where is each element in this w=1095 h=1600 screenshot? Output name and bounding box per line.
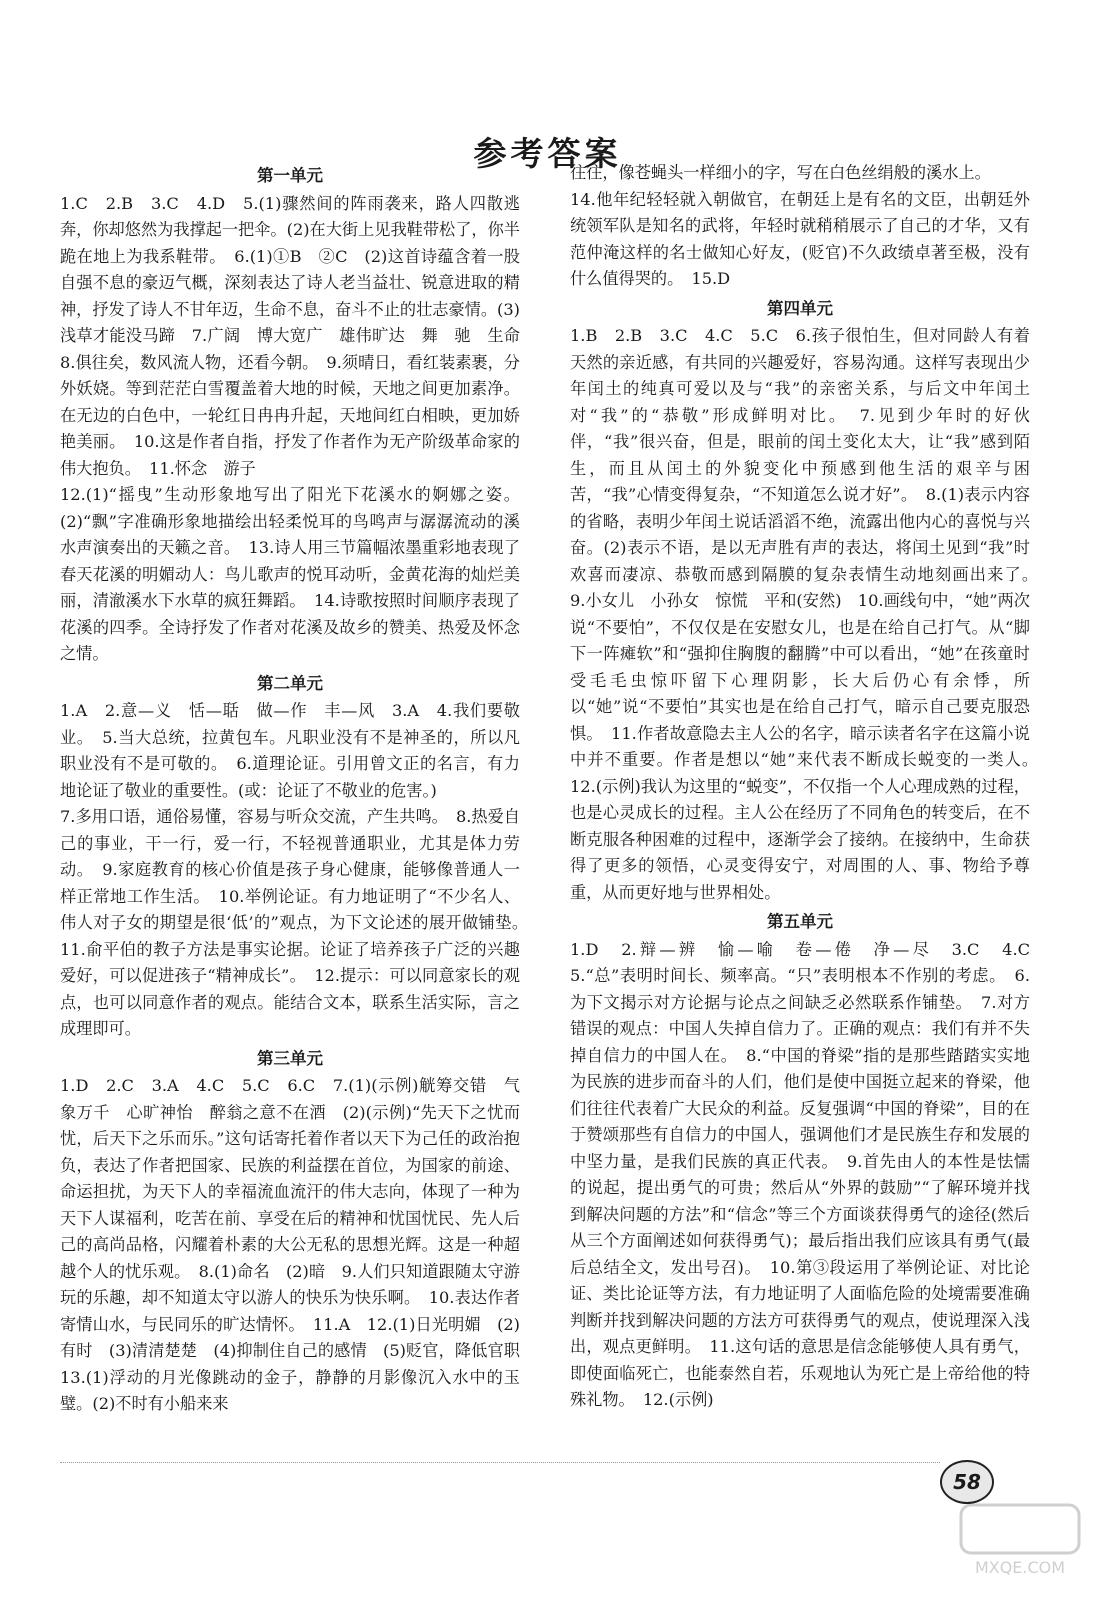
answer-paragraph: 1.A 2.意—义 恬—聒 做—作 丰—风 3.A 4.我们要敬业。 5.当大总统，拉黄包车。凡职业没有不是神圣的，所以凡职业没有不是可敬的。 6.道理论证。引用曾文正的名言，有力地论证了敬业的重要性。(或：论证了不敬业的危害。): [60, 701, 520, 800]
page-number-badge: 58: [940, 1460, 994, 1504]
answer-column-right: [570, 160, 1047, 1414]
answer-column-left: [60, 160, 537, 1418]
page-title: 参考答案: [473, 134, 622, 173]
answer-paragraph: 14.他年纪轻轻就入朝做官，在朝廷上是有名的文臣，出朝廷外统领军队是知名的武将，年轻时就稍稍展示了自己的才华，又有范仲淹这样的名士做知心好友，(贬官)不久政绩卓著至极，没有什么值得哭的。 15.D: [570, 189, 1030, 288]
answer-paragraph: 7.多用口语，通俗易懂，容易与听众交流，产生共鸣。 8.热爱自己的事业，干一行，爱一行，不轻视普通职业，尤其是体力劳动。 9.家庭教育的核心价值是孩子身心健康，能够像普通人一样正常地工作生活。 10.举例论证。有力地证明了“不少名人、伟人对子女的期望是很‘低’的”观点，为下文论述的展开做铺垫。 11.俞平伯的教子方法是事实论据。论证了培养孩子广泛的兴趣爱好，可以促进孩子“精神成长”。 12.提示：可以同意家长的观点，也可以同意作者的观点。能结合文本，联系生活实际，言之成理即可。: [60, 807, 537, 1038]
answer-paragraph: 1.C 2.B 3.C 4.D 5.(1)骤然间的阵雨袭来，路人四散逃奔，你却悠然为我撑起一把伞。(2)在大街上见我鞋带松了，你半跪在地上为我系鞋带。 6.(1)①B ②C (2)这首诗蕴含着一股自强不息的豪迈气概，深刻表达了诗人老当益壮、锐意进取的精神，抒发了诗人不甘年迈，生命不息，奋斗不止的壮志豪情。(3)浅草才能没马蹄 7.广阔 博大宽广 雄伟旷达 舞 驰 生命 8.俱往矣，数风流人物，还看今朝。 9.须晴日，看红装素裹，分外妖娆。等到茫茫白雪覆盖着大地的时候，天地之间更加素净。在无边的白色中，一轮红日冉冉升起，天地间红白相映，更加娇艳美丽。 10.这是作者自指，抒发了作者作为无产阶级革命家的伟大抱负。 11.怀念 游子: [60, 193, 537, 478]
watermark-logo: [955, 1495, 1085, 1585]
unit-heading: 第一单元: [257, 166, 323, 185]
unit-heading: 第四单元: [767, 298, 833, 318]
answer-paragraph: 12.(1)“摇曳”生动形象地写出了阳光下花溪水的婀娜之姿。(2)“飘”字准确形象地描绘出轻柔悦耳的鸟鸣声与潺潺流动的溪水声演奏出的天籁之音。 13.诗人用三节篇幅浓墨重彩地表现了春天花溪的明媚动人：鸟儿歌声的悦耳动听，金黄花海的灿烂美丽，清澈溪水下水草的疯狂舞蹈。 14.诗歌按照时间顺序表现了花溪的四季。全诗抒发了作者对花溪及故乡的赞美、热爱及怀念之情。: [60, 485, 520, 663]
answer-paragraph: 1.B 2.B 3.C 4.C 5.C 6.孩子很怕生，但对同龄人有着天然的亲近感，有共同的兴趣爱好，容易沟通。这样写表现出少年闰土的纯真可爱以及与“我”的亲密关系，与后文中年闰土对“我”的“恭敬”形成鲜明对比。 7.见到少年时的好伙伴，“我”很兴奋，但是，眼前的闰土变化太大，让“我”感到陌生，而且从闰土的外貌变化中预感到他生活的艰辛与困苦，“我”心情变得复杂，“不知道怎么说才好”。 8.(1)表示内容的省略，表明少年闰土说话滔滔不绝，流露出他内心的喜悦与兴奋。(2)表示不语，是以无声胜有声的表达，将闰土见到“我”时欢喜而凄凉、恭敬而感到隔膜的复杂表情生动地刻画出来了。 9.小女儿 小孙女 惊慌 平和(安然) 10.画线句中，“她”两次说“不要怕”，不仅仅是在安慰女儿，也是在给自己打气。从“脚下一阵瘫软”和“强抑住胸腹的翻腾”中可以看出，“她”在孩童时受毛毛虫惊吓留下心理阴影，长大后仍心有余悸，所以“她”说“不要怕”其实也是在给自己打气，暗示自己要克服恐惧。 11.作者故意隐去主人公的名字，暗示读者名字在这篇小说中并不重要。作者是想以“她”来代表不断成长蜕变的一类人。 12.(示例)我认为这里的“蜕变”，不仅指一个人心理成熟的过程，也是心灵成长的过程。主人公在经历了不同角色的转变后，在不断克服各种困难的过程中，逐渐学会了接纳。在接纳中，生命获得了更多的领悟，心灵变得安宁，对周围的人、事、物给予尊重，从而更好地与世界相处。: [570, 326, 1047, 902]
footer-divider: [60, 1462, 940, 1463]
unit-heading: 第三单元: [257, 1048, 323, 1068]
unit-heading: 第二单元: [257, 673, 323, 693]
svg-text:MXQE.COM: MXQE.COM: [974, 1558, 1066, 1577]
answer-paragraph: 1.D 2.辩—辨 愉—喻 卷—倦 净—尽 3.C 4.C 5.“总”表明时间长、频率高。“只”表明根本不作别的考虑。 6.为下文揭示对方论据与论点之间缺乏必然联系作铺垫。 7.对方错误的观点：中国人失掉自信力了。正确的观点：我们有并不失掉自信力的中国人在。 8.“中国的脊梁”指的是那些踏踏实实地为民族的进步而奋斗的人们，他们是使中国挺立起来的脊梁，他们往往代表着广大民众的利益。反复强调“中国的脊梁”，目的在于赞颂那些有自信力的中国人，强调他们才是民族生存和发展的中坚力量，是我们民族的真正代表。 9.首先由人的本性是怯懦的说起，提出勇气的可贵；然后从“外界的鼓励”“了解环境并找到解决问题的方法”和“信念”等三个方面谈获得勇气的途径(然后从三个方面阐述如何获得勇气)；最后指出我们应该具有勇气(最后总结全文，发出号召)。 10.第③段运用了举例论证、对比论证、类比论证等方法，有力地证明了人面临危险的处境需要准确判断并找到解决问题的方法方可获得勇气的观点，使说理深入浅出，观点更鲜明。 11.这句话的意思是信念能够使人具有勇气，即使面临死亡，也能泰然自若，乐观地认为死亡是上帝给他的特殊礼物。 12.(示例): [570, 939, 1047, 1409]
answer-paragraph: 往往，像苍蝇头一样细小的字，写在白色丝绢般的溪水上。: [570, 163, 991, 182]
answer-paragraph: 1.D 2.C 3.A 4.C 5.C 6.C 7.(1)(示例)觥筹交错 气象万千 心旷神怡 醉翁之意不在酒 (2)(示例)“先天下之忧而忧，后天下之乐而乐。”这句话寄托着作者以天下为己任的政治抱负，表达了作者把国家、民族的利益摆在首位，为国家的前途、命运担扰，为天下人的幸福流血流汗的伟大志向，体现了一种为天下人谋福利，吃苦在前、享受在后的精神和忧国忧民、先人后己的高尚品格，闪耀着朴素的大公无私的思想光辉。这是一种超越个人的忧乐观。 8.(1)命名 (2)暗 9.人们只知道跟随太守游玩的乐趣，却不知道太守以游人的快乐为快乐啊。 10.表达作者寄情山水，与民同乐的旷达情怀。 11.A 12.(1)日光明媚 (2)有时 (3)清清楚楚 (4)抑制住自己的感情 (5)贬官，降低官职 13.(1)浮动的月光像跳动的金子，静静的月影像沉入水中的玉璧。(2)不时有小船来来: [60, 1076, 537, 1413]
unit-heading: 第五单元: [767, 912, 833, 931]
